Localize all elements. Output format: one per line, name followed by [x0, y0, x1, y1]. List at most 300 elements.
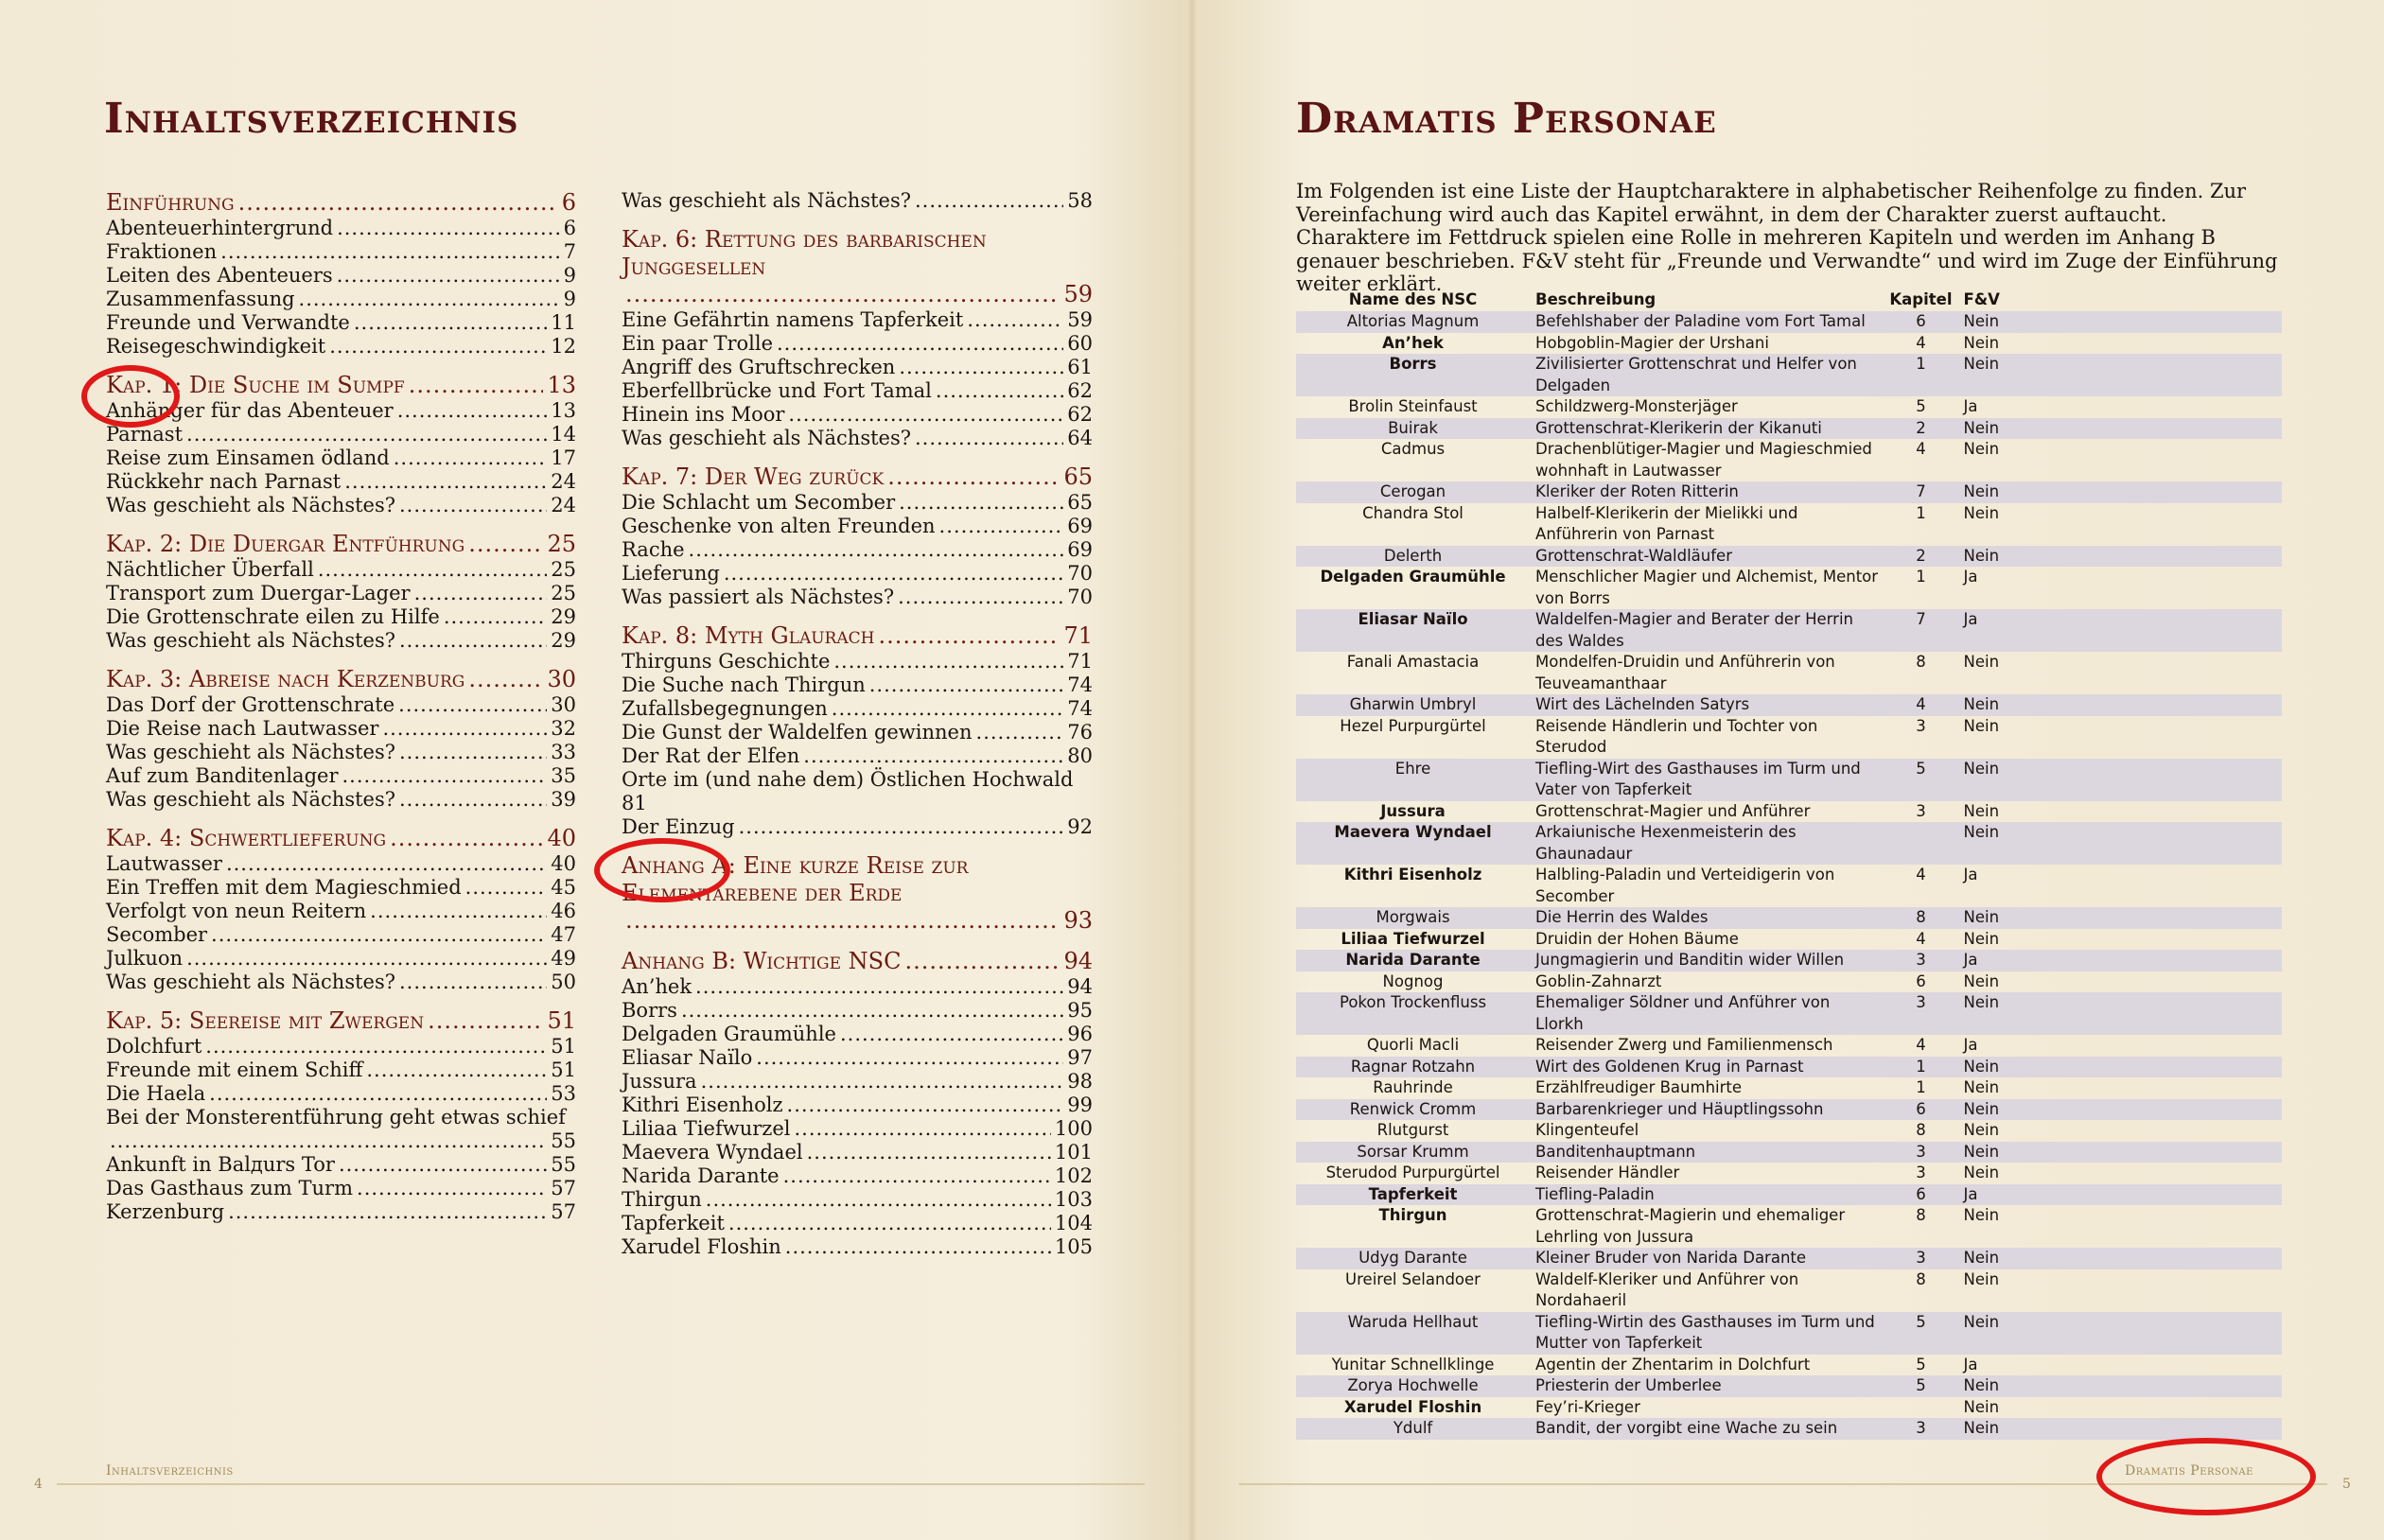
leader-dots [390, 825, 543, 852]
npc-fv: Nein [1958, 1375, 2282, 1397]
toc-entry[interactable] [622, 332, 1093, 356]
toc-entry[interactable] [106, 240, 576, 264]
toc-entry[interactable] [106, 1106, 576, 1153]
toc-entry[interactable] [622, 1094, 1093, 1117]
leader-dots [339, 1153, 547, 1177]
npc-chapter: 3 [1884, 1418, 1957, 1440]
entry-page: 76 [1067, 721, 1093, 744]
leader-dots [399, 629, 547, 653]
toc-chapter-heading[interactable] [622, 226, 1093, 308]
leader-dots [337, 217, 560, 240]
npc-chapter: 6 [1884, 311, 1957, 333]
toc-entry[interactable] [106, 764, 576, 788]
npc-name: Rauhrinde [1373, 1078, 1453, 1096]
npc-fv: Nein [1958, 1099, 2282, 1121]
entry-title: Was geschieht als Nächstes? [106, 629, 395, 652]
entry-title: Thirguns Geschichte [622, 650, 831, 673]
toc-section [106, 666, 576, 812]
leader-dots [409, 372, 544, 399]
toc-chapter-heading[interactable] [106, 531, 576, 558]
table-row [1296, 609, 2282, 652]
toc-entry[interactable] [106, 335, 576, 359]
toc-entry[interactable] [106, 788, 576, 812]
entry-title: Eberfellbrücke und Fort Tamal [622, 379, 932, 402]
leader-dots [756, 1046, 1063, 1070]
entry-page: 100 [1054, 1117, 1093, 1140]
entry-title: Die Schlacht um Secomber [622, 491, 896, 514]
npc-fv: Nein [1963, 929, 2000, 948]
entry-page: 55 [551, 1153, 576, 1176]
leader-dots [832, 697, 1063, 721]
table-row [1296, 1142, 2282, 1164]
toc-entry[interactable] [622, 697, 1093, 721]
entry-page: 39 [551, 788, 576, 811]
entry-title: Eine Gefährtin namens Tapferkeit [622, 308, 964, 331]
toc-entry[interactable] [106, 629, 576, 653]
npc-description: Priesterin der Umberlee [1530, 1375, 1884, 1397]
npc-fv: Ja [1958, 950, 2282, 971]
npc-chapter: 4 [1916, 440, 1926, 458]
npc-name: Thirgun [1378, 1206, 1447, 1224]
npc-name: Delgaden Graumühle [1320, 568, 1506, 586]
toc-entry[interactable] [106, 1177, 576, 1200]
toc-entry[interactable] [622, 815, 1093, 839]
toc-entry[interactable] [106, 693, 576, 717]
entry-page: 12 [551, 335, 576, 358]
toc-entry[interactable] [106, 311, 576, 335]
table-row [1296, 1355, 2282, 1376]
npc-fv: Nein [1958, 1312, 2282, 1355]
toc-entry[interactable] [622, 1070, 1093, 1094]
table-row [1296, 439, 2282, 481]
leader-dots [976, 721, 1064, 744]
toc-entry[interactable] [106, 217, 576, 240]
toc-chapter-heading[interactable] [106, 666, 576, 693]
toc-entry[interactable] [622, 1046, 1093, 1070]
table-row [1296, 1248, 2282, 1269]
toc-entry[interactable] [622, 674, 1093, 697]
toc-entry[interactable] [106, 446, 576, 470]
npc-name: Quorli Macli [1366, 1036, 1460, 1054]
entry-page: 53 [551, 1082, 576, 1105]
table-row [1296, 759, 2282, 801]
table-row [1296, 354, 2282, 396]
npc-name: Borrs [1296, 354, 1530, 396]
npc-chapter: 5 [1916, 397, 1926, 415]
toc-section [106, 189, 576, 359]
entry-page: 47 [551, 923, 576, 946]
npc-description: Befehlshaber der Paladine vom Fort Tamal [1530, 311, 1884, 333]
toc-entry[interactable] [106, 947, 576, 971]
entry-page: 61 [1067, 356, 1093, 378]
footer-title-left: Inhaltsverzeichnis [106, 1463, 234, 1479]
npc-name: Cadmus [1380, 440, 1446, 458]
npc-chapter [1884, 822, 1957, 865]
toc-entry[interactable] [622, 515, 1093, 538]
leader-dots [803, 744, 1063, 768]
footer-title-right: Dramatis Personae [2125, 1463, 2253, 1479]
npc-fv: Nein [1958, 694, 2282, 716]
chapter-title: Kap. 2: Die Duergar Entführung [106, 531, 465, 557]
toc-entry[interactable] [106, 876, 576, 900]
leader-dots [444, 605, 547, 629]
table-row [1296, 567, 2282, 609]
npc-description: Wirt des Goldenen Krug in Parnast [1530, 1057, 1884, 1078]
npc-chapter: 2 [1884, 418, 1957, 440]
npc-chapter: 8 [1884, 907, 1957, 929]
npc-description: Grottenschrat-Magier und Anführer [1535, 801, 1811, 820]
toc-chapter-heading[interactable] [622, 464, 1093, 491]
npc-description: Jungmagierin und Banditin wider Willen [1530, 950, 1884, 971]
npc-description: Goblin-Zahnarzt [1535, 971, 1662, 990]
toc-entry[interactable] [622, 650, 1093, 674]
entry-title: Anhänger für das Abenteuer [106, 399, 394, 422]
entry-title: Leiten des Abenteuers [106, 264, 333, 287]
toc-entry[interactable] [622, 403, 1093, 427]
npc-chapter [1884, 1397, 1957, 1419]
toc-chapter-heading[interactable] [106, 189, 576, 217]
leader-dots [399, 971, 547, 994]
npc-name: Zorya Hochwelle [1296, 1375, 1530, 1397]
toc-entry[interactable] [622, 538, 1093, 562]
leader-dots [382, 717, 547, 741]
leader-dots [689, 538, 1064, 562]
entry-page: 30 [551, 693, 576, 716]
chapter-title: Anhang A: Eine kurze Reise zur Elementarebene der Erde [622, 852, 969, 906]
toc-entry[interactable] [106, 900, 576, 923]
toc-entry[interactable] [622, 1164, 1093, 1188]
chapter-page: 51 [547, 1007, 576, 1034]
toc-entry[interactable] [106, 470, 576, 494]
chapter-page: 40 [547, 825, 576, 851]
npc-name: Hezel Purpurgürtel [1340, 716, 1486, 735]
entry-page: 51 [551, 1059, 576, 1081]
entry-page: 40 [551, 852, 576, 875]
toc-section [106, 1007, 576, 1224]
leader-dots [354, 311, 547, 335]
toc-entry[interactable] [622, 1023, 1093, 1046]
npc-fv: Nein [1958, 1248, 2282, 1269]
entry-title: Was passiert als Nächstes? [622, 586, 895, 608]
entry-page: 46 [551, 900, 576, 922]
toc-entry[interactable] [106, 923, 576, 947]
toc-entry[interactable] [622, 308, 1093, 332]
npc-chapter: 3 [1916, 716, 1926, 735]
npc-name: Waruda Hellhaut [1296, 1312, 1530, 1355]
leader-dots [681, 999, 1063, 1023]
npc-description: Wirt des Lächelnden Satyrs [1530, 694, 1884, 716]
toc-section [106, 825, 576, 994]
toc-entry[interactable] [106, 288, 576, 311]
entry-title: Liliaa Tiefwurzel [622, 1117, 791, 1140]
table-row [1296, 1397, 2282, 1419]
leader-dots [706, 1188, 1051, 1212]
toc-entry[interactable] [622, 1141, 1093, 1164]
entry-page: 92 [1067, 815, 1093, 838]
npc-fv: Nein [1958, 354, 2282, 396]
npc-name: Fanali Amastacia [1346, 653, 1480, 671]
chapter-page: 71 [1063, 622, 1093, 649]
entry-title: Reisegeschwindigkeit [106, 335, 326, 358]
npc-fv: Nein [1958, 822, 2282, 865]
leader-dots [399, 788, 547, 812]
leader-dots [209, 1082, 547, 1106]
toc-entry[interactable] [106, 852, 576, 876]
table-row [1296, 396, 2282, 418]
npc-name: Sorsar Krumm [1296, 1142, 1530, 1164]
table-row [1296, 481, 2282, 503]
npc-chapter: 3 [1884, 950, 1957, 971]
entry-page: 102 [1054, 1164, 1093, 1187]
toc-entry[interactable] [106, 1035, 576, 1059]
npc-description: Banditenhauptmann [1530, 1142, 1884, 1164]
entry-title: Die Suche nach Thirgun [622, 674, 866, 696]
table-row [1296, 1418, 2282, 1440]
entry-title: Ein paar Trolle [622, 332, 773, 355]
npc-name: Altorias Magnum [1296, 311, 1530, 333]
toc-entry[interactable] [106, 423, 576, 446]
npc-fv: Nein [1963, 440, 2000, 458]
entry-title: Zufallsbegegnungen [622, 697, 828, 720]
chapter-page: 25 [547, 531, 576, 557]
table-row [1296, 1057, 2282, 1078]
entry-title: Orte im (und nahe dem) Östlichen Hochwald [622, 768, 1074, 791]
entry-title: Die Gunst der Waldelfen gewinnen [622, 721, 973, 744]
entry-page: 74 [1067, 697, 1093, 720]
npc-description: Tiefling-Paladin [1530, 1184, 1884, 1206]
npc-name: Ydulf [1296, 1418, 1530, 1440]
entry-page: 71 [1067, 650, 1093, 673]
entry-page: 94 [1067, 975, 1093, 998]
npc-fv: Nein [1958, 1418, 2282, 1440]
npc-fv: Nein [1958, 992, 2282, 1035]
toc-entry[interactable] [106, 264, 576, 288]
npc-description: Agentin der Zhentarim in Dolchfurt [1535, 1355, 1811, 1374]
table-row [1296, 801, 2282, 823]
npc-name: Gharwin Umbryl [1296, 694, 1530, 716]
npc-name: Nognog [1382, 971, 1444, 990]
toc-entry[interactable] [106, 1153, 576, 1177]
entry-page: 25 [551, 582, 576, 604]
leader-dots [329, 335, 547, 359]
toc-chapter-heading[interactable] [622, 948, 1093, 975]
npc-description: Zivilisierter Grottenschrat und Helfer von Delgaden [1530, 354, 1884, 396]
npc-chapter: 4 [1916, 866, 1926, 884]
leader-dots [399, 494, 547, 517]
toc-entry[interactable] [622, 491, 1093, 515]
leader-dots [887, 464, 1060, 491]
npc-description: Halbelf-Klerikerin der Mielikki und Anführerin von Parnast [1535, 503, 1798, 543]
npc-description: Bandit, der vorgibt eine Wache zu sein [1530, 1418, 1884, 1440]
leader-dots [936, 379, 1063, 403]
npc-fv: Nein [1963, 1269, 2000, 1288]
book-spine [1187, 0, 1197, 1540]
toc-entry[interactable] [106, 717, 576, 741]
table-row [1296, 546, 2282, 568]
leader-dots [695, 975, 1063, 999]
toc-chapter-heading[interactable] [106, 1007, 576, 1035]
chapter-page: 93 [1063, 907, 1093, 934]
toc-entry[interactable] [106, 1200, 576, 1224]
entry-title: Rückkehr nach Parnast [106, 470, 342, 493]
table-row [1296, 865, 2282, 907]
npc-fv: Ja [1963, 1036, 1978, 1054]
npc-chapter: 5 [1884, 1375, 1957, 1397]
npc-name: Kithri Eisenholz [1343, 866, 1482, 884]
toc-entry[interactable] [106, 741, 576, 764]
npc-fv: Ja [1958, 609, 2282, 652]
leader-dots [342, 764, 548, 788]
leader-dots [807, 1141, 1051, 1164]
leader-dots [220, 240, 559, 264]
table-row [1296, 1099, 2282, 1121]
toc-section [622, 622, 1093, 839]
toc-entry[interactable] [106, 494, 576, 517]
npc-description: Ehemaliger Söldner und Anführer von Llorkh [1530, 992, 1884, 1035]
leader-dots [318, 558, 547, 582]
table-row [1296, 1375, 2282, 1397]
leader-dots [344, 470, 547, 494]
npc-description: Menschlicher Magier und Alchemist, Mentor von Borrs [1535, 568, 1879, 607]
npc-fv: Ja [1963, 397, 1978, 415]
entry-page: 62 [1067, 379, 1093, 402]
leader-dots [899, 356, 1063, 379]
npc-chapter: 4 [1916, 333, 1926, 352]
npc-name: Chandra Stol [1362, 503, 1464, 522]
leader-dots [370, 900, 547, 923]
npc-chapter: 1 [1884, 1057, 1957, 1078]
toc-entry[interactable] [622, 975, 1093, 999]
leader-dots [899, 491, 1063, 515]
toc-entry[interactable] [106, 971, 576, 994]
toc-entry[interactable] [106, 558, 576, 582]
table-row [1296, 1035, 2282, 1057]
entry-title: An’hek [622, 975, 692, 998]
npc-fv: Nein [1963, 333, 2000, 352]
leader-dots [783, 1164, 1051, 1188]
toc-entry[interactable] [622, 1117, 1093, 1141]
leader-dots [397, 399, 548, 423]
entry-page: 105 [1054, 1235, 1093, 1258]
table-row [1296, 822, 2282, 865]
toc-entry[interactable] [622, 379, 1093, 403]
leader-dots [939, 515, 1064, 538]
toc-chapter-heading[interactable] [622, 622, 1093, 650]
entry-title: Parnast [106, 423, 184, 446]
entry-page: 69 [1067, 515, 1093, 537]
npc-name: Sterudod Purpurgürtel [1325, 1164, 1500, 1181]
entry-title: Dolchfurt [106, 1035, 202, 1058]
toc-entry[interactable] [622, 744, 1093, 768]
chapter-title: Kap. 1: Die Suche im Sumpf [106, 372, 405, 398]
toc-chapter-heading[interactable] [106, 825, 576, 852]
npc-description: Druidin der Hohen Bäume [1535, 929, 1739, 948]
header-fv: F&V [1963, 289, 2000, 308]
chapter-page: 30 [547, 666, 576, 692]
table-row [1296, 1269, 2282, 1312]
toc-entry[interactable] [106, 605, 576, 629]
npc-fv: Nein [1963, 716, 2000, 735]
toc-entry[interactable] [622, 189, 1093, 213]
toc-section [622, 464, 1093, 609]
npc-description: Tiefling-Wirtin des Gasthauses im Turm und Mutter von Tapferkeit [1530, 1312, 1884, 1355]
red-circle-mark-footer [2096, 1438, 2316, 1515]
npc-name: Eliasar Naïlo [1296, 609, 1530, 652]
npc-description: Barbarenkrieger und Häuptlingssohn [1530, 1099, 1884, 1121]
toc-entry[interactable] [106, 1059, 576, 1082]
toc-entry[interactable] [622, 356, 1093, 379]
toc-entry[interactable] [622, 1188, 1093, 1212]
toc-entry[interactable] [622, 1235, 1093, 1259]
npc-chapter: 1 [1916, 503, 1926, 522]
npc-chapter: 8 [1916, 653, 1926, 671]
entry-title: Delgaden Graumühle [622, 1023, 836, 1045]
entry-title: Jussura [622, 1070, 697, 1093]
table-row [1296, 992, 2282, 1035]
npc-chapter: 6 [1916, 971, 1926, 990]
leader-dots [915, 427, 1063, 450]
entry-title: Xarudel Floshin [622, 1235, 781, 1258]
page-number-left: 4 [34, 1477, 44, 1492]
entry-title: Narida Darante [622, 1164, 780, 1187]
npc-chapter: 3 [1916, 1164, 1926, 1181]
npc-fv: Nein [1958, 907, 2282, 929]
chapter-page: 59 [1063, 281, 1093, 307]
table-row [1296, 1184, 2282, 1206]
npc-chapter: 6 [1884, 1184, 1957, 1206]
toc-title: Inhaltsverzeichnis [104, 95, 519, 143]
leader-dots [739, 815, 1064, 839]
chapter-title: Kap. 7: Der Weg zurück [622, 464, 885, 490]
toc-section [622, 189, 1093, 213]
leader-dots [366, 1059, 547, 1082]
toc-entry[interactable] [106, 582, 576, 605]
npc-name: Maevera Wyndael [1296, 822, 1530, 865]
leader-dots [186, 947, 547, 971]
npc-name: Delerth [1296, 546, 1530, 568]
leader-dots [833, 650, 1063, 674]
npc-description: Mondelfen-Druidin und Anführerin von Teuveamanthaar [1535, 653, 1835, 692]
leader-dots [840, 1023, 1063, 1046]
toc-entry[interactable] [622, 586, 1093, 609]
toc-section [106, 531, 576, 653]
toc-entry[interactable] [622, 768, 1093, 815]
toc-entry[interactable] [622, 999, 1093, 1023]
toc-entry[interactable] [622, 1212, 1093, 1235]
npc-fv: Ja [1963, 568, 1978, 586]
entry-page: 35 [551, 764, 576, 787]
entry-title: Tapferkeit [622, 1212, 725, 1234]
entry-page: 57 [551, 1177, 576, 1199]
npc-name: Ehre [1296, 759, 1530, 801]
entry-title: Ankunft in Balдurs Tor [106, 1153, 335, 1176]
toc-section [622, 948, 1093, 1259]
entry-page: 13 [551, 399, 576, 422]
entry-title: Fraktionen [106, 240, 218, 263]
header-description: Beschreibung [1535, 289, 1657, 308]
toc-entry[interactable] [106, 1082, 576, 1106]
npc-name: Ureirel Selandoer [1345, 1269, 1481, 1288]
leader-dots [394, 446, 548, 470]
toc-entry[interactable] [622, 427, 1093, 450]
toc-entry[interactable] [622, 721, 1093, 744]
entry-page: 32 [551, 717, 576, 740]
leader-dots [399, 741, 547, 764]
entry-page: 103 [1054, 1188, 1093, 1211]
entry-title: Rache [622, 538, 685, 561]
dramatis-intro: Im Folgenden ist eine Liste der Hauptcharaktere in alphabetischer Reihenfolge zu finden. Zur Vereinfachung wird auch das Kapitel erwähnt, in dem der Charakter zuerst auftaucht. Charaktere im Fettdruck spielen eine Rolle in mehreren Kapiteln und werden im Anhang B genauer beschrieben. F&V steht für „Freunde und Verwandte“ und wird im Zuge der Einführung weiter erklärt. [1296, 180, 2278, 295]
toc-entry[interactable] [622, 562, 1093, 586]
